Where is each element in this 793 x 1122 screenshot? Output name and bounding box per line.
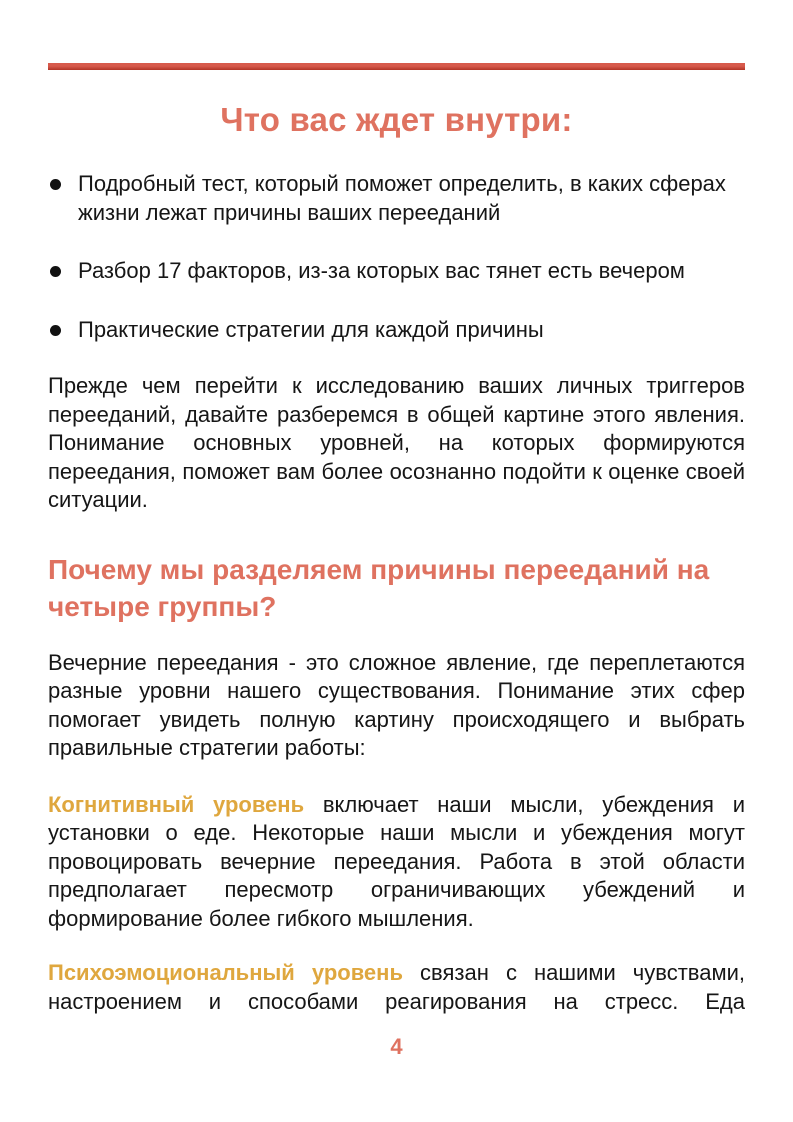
term-cognitive-level: Когнитивный уровень — [48, 791, 305, 817]
bullet-list — [48, 170, 745, 344]
paragraph-intro: Прежде чем перейти к исследованию ваших личных триггеров перееданий, давайте разберемся в общей картине этого явления. Понимание основных уровней, на которых формируются переедания, поможет вам более осознанно подойти к оценке своей ситуации. — [48, 373, 745, 512]
top-divider-rule — [48, 63, 745, 70]
list-item-text: Практические стратегии для каждой причины — [78, 316, 544, 342]
page-title: Что вас ждет внутри: — [220, 101, 573, 138]
paragraph-cognitive-level — [48, 791, 745, 934]
list-item — [48, 257, 745, 286]
term-psycho-level: Психоэмоциональный уровень — [48, 960, 403, 985]
paragraph-psycho-text: связан с нашими чувствами, настроением и способами реагирования на стресс. Еда — [48, 960, 745, 1014]
list-item-text: Разбор 17 факторов, из-за которых вас тянет есть вечером — [78, 258, 685, 283]
paragraph-cognitive-text: включает наши мысли, убеждения и установки о еде. Некоторые наши мысли и убеждения могут провоцировать вечерние переедания. Работа в этой области предполагает пересмотр ограничивающих убеждений и формирование более гибкого мышления. — [48, 791, 745, 931]
page-number: 4 — [390, 1034, 403, 1059]
bullet-icon — [50, 325, 61, 336]
bullet-icon — [50, 179, 61, 190]
section-heading: Почему мы разделяем причины перееданий на четыре группы? — [48, 553, 710, 622]
paragraph-psycho-level — [48, 959, 745, 1016]
bullet-icon — [50, 266, 61, 277]
list-item-text: Подробный тест, который поможет определить, в каких сферах жизни лежат причины ваших перееданий — [78, 171, 726, 225]
list-item — [48, 316, 745, 345]
paragraph-levels-intro: Вечерние переедания - это сложное явление, где переплетаются разные уровни нашего существования. Понимание этих сфер помогает увидеть полную картину происходящего и выбрать правильные стратегии работы: — [48, 649, 745, 760]
list-item — [48, 170, 745, 227]
